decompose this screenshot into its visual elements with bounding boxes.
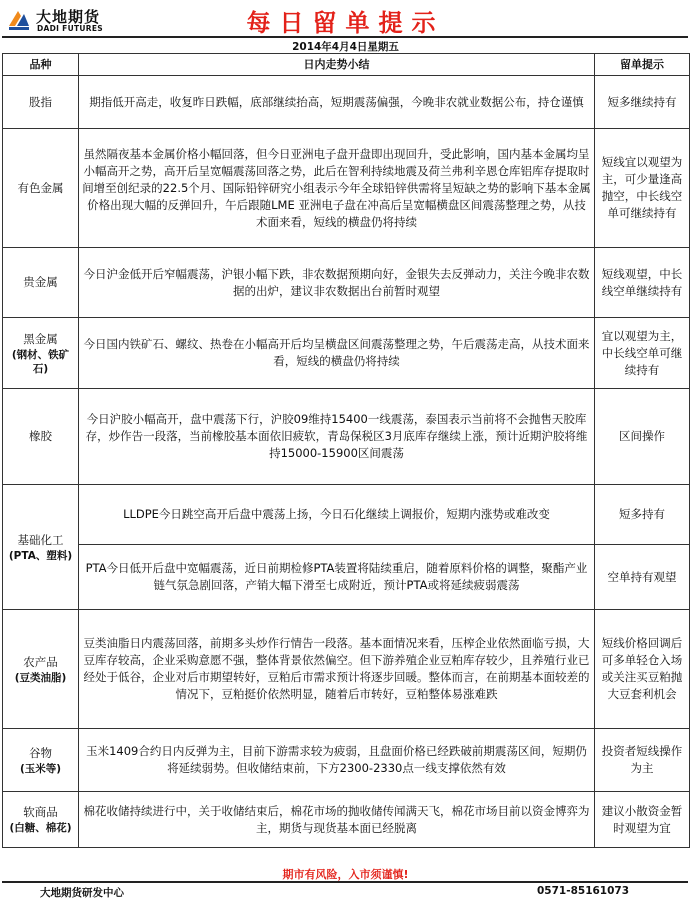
- table-row: [3, 610, 690, 729]
- summary-cell: 今日沪胶小幅高开，盘中震荡下行，沪胶09维持15400一线震荡，泰国表示当前将不会抛售天胶库存，炒作告一段落，当前橡胶基本面依旧疲软，青岛保税区3月底库存继续上涨，预计近期沪胶将维持15000-15900区间震荡: [79, 389, 595, 485]
- category-name: 农产品: [23, 654, 58, 669]
- category-subtitle: (钢材、铁矿石): [11, 348, 70, 375]
- risk-warning: 期市有风险，入市须谨慎!: [282, 868, 409, 881]
- table-header-row: [3, 54, 690, 76]
- report-date: 2014年4月4日星期五: [292, 41, 399, 53]
- tip-cell: 短线价格回调后可多单轻仓入场或关注买豆粕抛大豆套利机会: [595, 610, 690, 729]
- summary-cell: PTA今日低开后盘中宽幅震荡，近日前期检修PTA装置将陆续重启，随着原料价格的调整，聚酯产业链气氛急剧回落，产销大幅下滑至七成附近，预计PTA或将延续疲弱震荡: [79, 545, 595, 610]
- category-cell: [3, 318, 79, 389]
- category-cell: [3, 729, 79, 792]
- header: [0, 0, 691, 38]
- summary-cell: 玉米1409合约日内反弹为主，目前下游需求较为疲弱，且盘面价格已经跌破前期震荡区间，短期仍将延续弱势。但收储结束前，下方2300-2330点一线支撑依然有效: [79, 729, 595, 792]
- tip-cell: 短多继续持有: [595, 76, 690, 129]
- tip-cell: 区间操作: [595, 389, 690, 485]
- category-name: 黑金属: [23, 331, 58, 346]
- summary-cell: 今日沪金低开后窄幅震荡，沪银小幅下跌，非农数据预期向好，金银失去反弹动力，关注今晚非农数据的出炉，建议非农数据出台前暂时观望: [79, 248, 595, 318]
- table-row: [3, 729, 690, 792]
- summary-cell: 豆类油脂日内震荡回落，前期多头炒作行情告一段落。基本面情况来看，压榨企业依然面临亏损，大豆库存较高，企业采购意愿不强，整体背景依然偏空。但下游养殖企业豆粕库存较少，且养殖行业已经处于低谷，企业对后市期望转好，豆粕后市需求预计将逐步回暖。整体而言，在前期基本面较差的情况下，豆粕挺价依然明显，随着后市转好，豆粕整体易涨难跌: [79, 610, 595, 729]
- category-cell: 有色金属: [3, 129, 79, 248]
- research-center-name: 大地期货研发中心: [40, 887, 124, 899]
- table-row: [3, 248, 690, 318]
- positions-table: [2, 53, 690, 848]
- category-name: 基础化工: [17, 532, 64, 547]
- tip-cell: 建议小散资金暂时观望为宜: [595, 792, 690, 848]
- page-title: 每日留单提示: [246, 9, 445, 37]
- table-row: [3, 792, 690, 848]
- category-cell: [3, 792, 79, 848]
- table-row: [3, 545, 690, 610]
- table-row: [3, 485, 690, 545]
- tip-cell: 空单持有观望: [595, 545, 690, 610]
- summary-cell: 棉花收储持续进行中，关于收储结束后，棉花市场的抛收储传闻满天飞，棉花市场目前以资金博弈为主，期货与现货基本面已经脱离: [79, 792, 595, 848]
- column-header-tip: 留单提示: [595, 54, 690, 76]
- logo-chinese-name: 大地期货: [36, 8, 101, 26]
- table-row: [3, 318, 690, 389]
- category-name: 软商品: [23, 805, 58, 819]
- category-name: 谷物: [29, 745, 52, 760]
- category-cell: [3, 485, 79, 610]
- category-subtitle: (豆类油脂): [14, 671, 67, 684]
- summary-cell: 今日国内铁矿石、螺纹、热卷在小幅高开后均呈横盘区间震荡整理之势，午后震荡走高，从技术面来看，短线的横盘仍将持续: [79, 318, 595, 389]
- column-header-category: 品种: [3, 54, 79, 76]
- category-cell: 股指: [3, 76, 79, 129]
- table-row: [3, 389, 690, 485]
- tip-cell: 短多持有: [595, 485, 690, 545]
- logo-english-name: DADI FUTURES: [37, 24, 103, 33]
- summary-cell: 虽然隔夜基本金属价格小幅回落，但今日亚洲电子盘开盘即出现回升，受此影响，国内基本金属均呈小幅高开之势，高开后呈宽幅震荡回落之势，此后在智利持续地震及荷兰弗利辛恩仓库铝库存提取时间增至创纪录的22.5个月、国际铅锌研究小组表示今年全球铅锌供需将呈短缺之势的影响下基本金属价格出现大幅的反弹回升，午后跟随LME 亚洲电子盘在冲高后呈宽幅横盘区间震荡整理之势，从技术面来看，短线的横盘仍将持续: [79, 129, 595, 248]
- table-row: [3, 129, 690, 248]
- contact-phone: 0571-85161073: [537, 885, 630, 897]
- header-divider: [2, 36, 688, 38]
- tip-cell: 宜以观望为主，中长线空单可继续持有: [595, 318, 690, 389]
- category-subtitle: (玉米等): [19, 762, 62, 775]
- tip-cell: 短线宜以观望为主，可少量逢高抛空，中长线空单可继续持有: [595, 129, 690, 248]
- category-cell: [3, 610, 79, 729]
- summary-cell: LLDPE今日跳空高开后盘中震荡上扬，今日石化继续上调报价，短期内涨势或难改变: [79, 485, 595, 545]
- category-subtitle: (白糖、棉花): [9, 822, 72, 834]
- table-row: [3, 76, 690, 129]
- tip-cell: 投资者短线操作为主: [595, 729, 690, 792]
- summary-cell: 期指低开高走，收复昨日跌幅，底部继续抬高，短期震荡偏强，今晚非农就业数据公布，持仓谨慎: [79, 76, 595, 129]
- category-cell: 贵金属: [3, 248, 79, 318]
- column-header-summary: 日内走势小结: [79, 54, 595, 76]
- tip-cell: 短线观望，中长线空单继续持有: [595, 248, 690, 318]
- category-cell: 橡胶: [3, 389, 79, 485]
- category-subtitle: (PTA、塑料): [8, 549, 73, 562]
- footer-divider: [2, 881, 688, 883]
